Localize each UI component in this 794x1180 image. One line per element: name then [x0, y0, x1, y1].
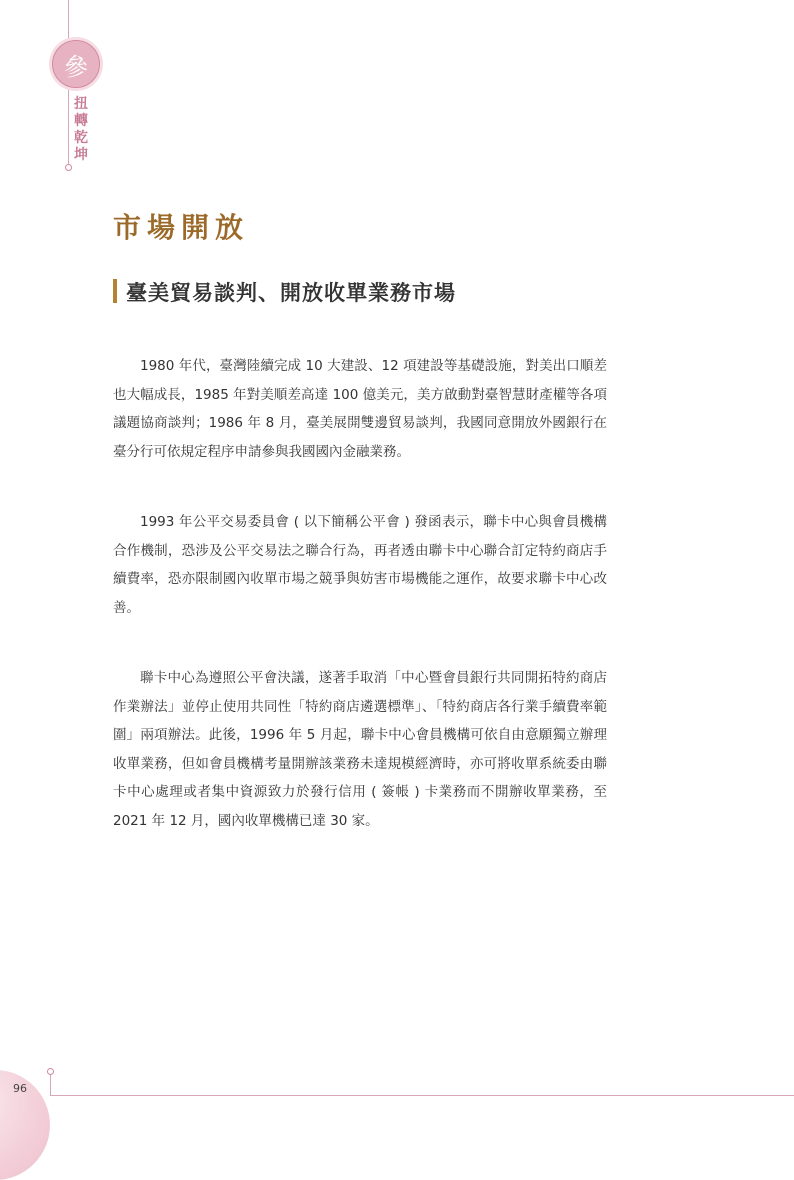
footer-rule	[50, 1095, 794, 1096]
decorative-bottom-dot	[47, 1068, 54, 1075]
chapter-title: 扭轉乾坤	[74, 96, 88, 163]
page-number: 96	[13, 1082, 27, 1095]
chapter-badge	[52, 40, 100, 88]
paragraph: 1993 年公平交易委員會 ( 以下簡稱公平會 ) 發函表示，聯卡中心與會員機構合作機制，恐涉及公平交易法之聯合行為，再者透由聯卡中心聯合訂定特約商店手續費率，恐亦限制國內收單市場之競爭與妨害市場機能之運作，故要求聯卡中心改善。	[113, 514, 607, 616]
decorative-bottom-vline	[50, 1074, 51, 1096]
body-text	[113, 352, 607, 877]
subsection-accent-bar	[113, 279, 117, 303]
section-title: 市場開放	[113, 211, 250, 244]
subsection-title: 臺美貿易談判、開放收單業務市場	[126, 281, 456, 305]
decorative-dot	[65, 164, 72, 171]
chapter-badge-char: 參	[64, 52, 88, 81]
decorative-side-line	[68, 90, 69, 164]
paragraph: 聯卡中心為遵照公平會決議，遂著手取消「中心暨會員銀行共同開拓特約商店作業辦法」並停止使用共同性「特約商店遴選標準」、「特約商店各行業手續費率範圍」兩項辦法。此後，1996 年 5 月起，聯卡中心會員機構可依自由意願獨立辦理收單業務，但如會員機構考量開辦該業務未達規模經濟時，亦可將收單系統委由聯卡中心處理或者集中資源致力於發行信用 ( 簽帳 ) 卡業務而不開辦收單業務，至 2021 年 12 月，國內收單機構已達 30 家。	[113, 670, 607, 829]
decorative-top-line	[68, 0, 69, 40]
paragraph: 1980 年代，臺灣陸續完成 10 大建設、12 項建設等基礎設施，對美出口順差也大幅成長，1985 年對美順差高達 100 億美元，美方啟動對臺智慧財產權等各項議題協商談判；1986 年 8 月，臺美展開雙邊貿易談判，我國同意開放外國銀行在臺分行可依規定程序申請參與我國國內金融業務。	[113, 358, 607, 460]
